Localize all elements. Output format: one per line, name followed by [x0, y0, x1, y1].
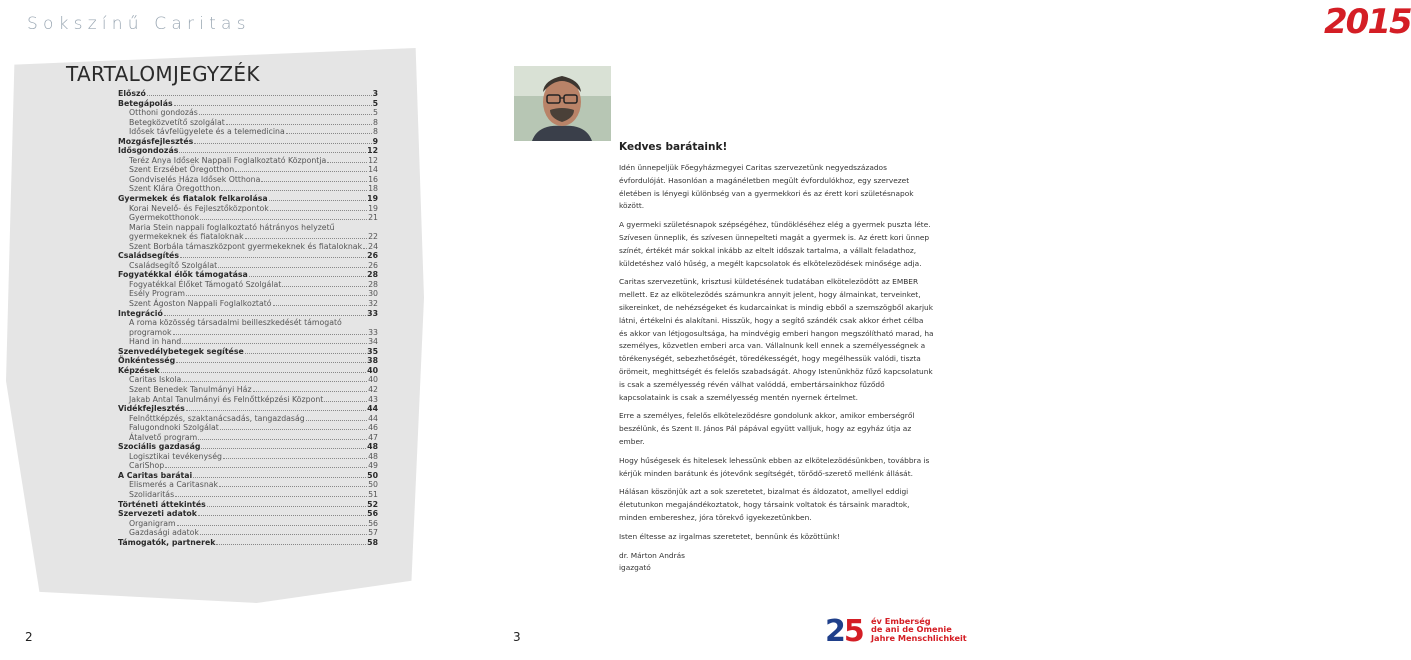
- toc-entry-title: Teréz Anya Idősek Nappali Foglalkoztató Központja: [129, 155, 327, 165]
- toc-entry-title: Jakab Antal Tanulmányi és Felnőttképzési Központ: [129, 394, 324, 404]
- toc-section-entry: [118, 404, 378, 414]
- left-page: [0, 0, 479, 660]
- toc-dot-leader: [179, 152, 366, 153]
- toc-section-entry: [118, 509, 378, 519]
- toc-dot-leader: [186, 410, 366, 411]
- toc-dot-leader: [161, 372, 366, 373]
- toc-entry-title: A Caritas barátai: [118, 470, 193, 480]
- toc-subentry: [118, 490, 378, 500]
- toc-page-number: 30: [368, 289, 378, 299]
- toc-subentry: [118, 242, 378, 252]
- toc-entry-title: Elismerés a Caritasnak: [129, 480, 219, 490]
- toc-entry-title: Betegápolás: [118, 98, 173, 108]
- toc-subentry: [118, 175, 378, 185]
- toc-dot-leader: [182, 343, 367, 344]
- toc-page-number: 28: [368, 279, 378, 289]
- series-title: Sokszínű Caritas: [27, 14, 251, 34]
- anniversary-text-line: de ani de Omenie: [871, 624, 952, 635]
- toc-section-entry: [118, 500, 378, 510]
- toc-page-number: 35: [367, 346, 378, 356]
- toc-section-entry: [118, 366, 378, 376]
- toc-entry-title: Betegközvetítő szolgálat: [129, 117, 225, 127]
- toc-entry-title: Családsegítő Szolgálat: [129, 260, 218, 270]
- toc-page-number: 42: [368, 384, 378, 394]
- letter-paragraph: Erre a személyes, felelős elkötelezödésre gondolunk akkor, amikor emberségről beszélünk, és Szent II. János Pál pápával együtt valljuk, hogy az egyház útja az ember.: [619, 411, 915, 446]
- letter-paragraph: Hálásan köszönjük azt a sok szeretetet, bizalmat és áldozatot, amellyel eddigi életutunkon megajándékoztatok, hogy társaink voltatok és társaink maradtok, minden embereshez, jóra törekvő igyekezetünkben.: [619, 487, 910, 522]
- letter-paragraph: Caritas szervezetünk, krisztusi küldetésének tudatában elkötelezödött az EMBER mellett. Ez az elkötelezödés számunkra annyit jelent, hogy álmainkat, terveinket, sikereinket, de nehézségeket és kudarcainkat is mindig ebből a szemszögből akarjuk látni, értékelni és alakítani. Hisszük, hogy a segítő szándék csak akkor érhet célba és akkor van létjogosultsága, ha mindvégig emberi hangon megszólítható marad, ha személyes, közvetlen emberi arca van. Vállalnunk kell ennek a személyességnek a törékenységét, sebezhetőségét, töredékességét, hogy megélhessük valódi, tiszta örömeit, meghittségét és felelős szabadságát. Ahogy Istenünkhöz fűző kapcsolatunk is csak a személyesség révén válhat valóddá, embertársainkhoz fűződő kapcsolataink is csak a személyesség mentén nyernek értelmet.: [619, 277, 934, 402]
- toc-dot-leader: [269, 200, 367, 201]
- toc-section-entry: [118, 356, 378, 366]
- toc-entry-title: Családsegítés: [118, 251, 179, 261]
- toc-page-number: 52: [367, 499, 378, 509]
- toc-dot-leader: [253, 391, 368, 392]
- table-of-contents: [118, 89, 378, 547]
- toc-page-number: 38: [367, 356, 378, 366]
- toc-entry-title: Szent Borbála támaszközpont gyermekeknek és fiataloknak: [129, 241, 363, 251]
- letter-paragraph: Isten éltesse az irgalmas szeretetet, bennünk és közöttünk!: [619, 531, 840, 541]
- toc-dot-leader: [182, 381, 367, 382]
- anniversary-number: 25: [825, 614, 863, 649]
- toc-entry-title: Caritas Iskola: [129, 375, 182, 385]
- toc-page-number: 40: [368, 375, 378, 385]
- toc-section-entry: [118, 251, 378, 261]
- anniversary-logo: [825, 614, 967, 649]
- toc-dot-leader: [219, 486, 367, 487]
- toc-page-number: 43: [368, 394, 378, 404]
- toc-entry-title: Szent Klára Öregotthon: [129, 184, 221, 194]
- toc-dot-leader: [221, 190, 367, 191]
- toc-entry-title: Integráció: [118, 308, 163, 318]
- toc-entry-title: Falugondnoki Szolgálat: [129, 423, 219, 433]
- toc-dot-leader: [201, 448, 366, 449]
- right-page-number: 3: [513, 630, 521, 644]
- toc-page-number: 46: [368, 423, 378, 433]
- toc-dot-leader: [220, 429, 367, 430]
- toc-entry-title: Szent Erzsébet Öregotthon: [129, 165, 235, 175]
- year-logo: 2015: [1324, 2, 1411, 42]
- toc-entry-title: Esély Program: [129, 289, 185, 299]
- toc-dot-leader: [327, 162, 367, 163]
- toc-subentry: [118, 127, 378, 137]
- letter-body: [619, 162, 934, 575]
- anniversary-text: [871, 617, 967, 642]
- toc-dot-leader: [306, 420, 367, 421]
- toc-dot-leader: [324, 401, 367, 402]
- toc-dot-leader: [363, 248, 367, 249]
- toc-section-entry: [118, 309, 378, 319]
- toc-page-number: 48: [368, 451, 378, 461]
- toc-page-number: 26: [367, 251, 378, 261]
- toc-dot-leader: [235, 171, 367, 172]
- toc-dot-leader: [198, 439, 367, 440]
- toc-subentry: [118, 118, 378, 128]
- toc-subentry: [118, 461, 378, 471]
- toc-subentry: [118, 108, 378, 118]
- toc-subentry: [118, 232, 378, 242]
- letter-paragraph: Hogy hűségesek és hitelesek lehessünk ebben az elkötelezödésünkben, továbbra is kérjük minden barátunk és jótevőnk segítségét, törődő-szerető mellénk állását.: [619, 455, 930, 478]
- toc-page-number: 12: [367, 146, 378, 156]
- signature-name: dr. Márton András: [619, 550, 685, 560]
- toc-dot-leader: [245, 238, 367, 239]
- toc-dot-leader: [261, 181, 367, 182]
- toc-page-number: 33: [368, 327, 378, 337]
- toc-page-number: 18: [368, 184, 378, 194]
- toc-entry-title: Történeti áttekintés: [118, 499, 206, 509]
- toc-subentry: [118, 528, 378, 538]
- toc-dot-leader: [165, 467, 367, 468]
- toc-subentry: [118, 204, 378, 214]
- toc-entry-title: Organigram: [129, 518, 176, 528]
- toc-subentry: [118, 280, 378, 290]
- toc-page-number: 34: [368, 337, 378, 347]
- toc-entry-title: Előszó: [118, 89, 146, 98]
- toc-entry-title: Gyermekotthonok: [129, 213, 199, 223]
- toc-entry-title: Korai Nevelő- és Fejlesztőközpontok: [129, 203, 269, 213]
- toc-dot-leader: [245, 353, 366, 354]
- toc-entry-title: Szenvedélybetegek segítése: [118, 346, 244, 356]
- toc-page-number: 56: [368, 518, 378, 528]
- toc-entry-title: Mozgásfejlesztés: [118, 136, 194, 146]
- toc-page-number: 56: [367, 509, 378, 519]
- toc-entry-title: A roma közösség társadalmi beilleszkedését támogató: [129, 318, 342, 328]
- toc-entry-title: Szociális gazdaság: [118, 442, 201, 452]
- toc-page-number: 48: [367, 442, 378, 452]
- toc-entry-title: Idősek távfelügyelete és a telemedicina: [129, 127, 285, 137]
- toc-subentry: [118, 433, 378, 443]
- toc-page-number: 24: [368, 241, 379, 251]
- toc-page-number: 22: [368, 232, 378, 242]
- toc-page-number: 47: [368, 432, 378, 442]
- toc-section-entry: [118, 471, 378, 481]
- toc-entry-title: Átalvető program: [129, 432, 198, 442]
- toc-dot-leader: [147, 95, 372, 96]
- toc-entry-title: Önkéntesség: [118, 356, 176, 366]
- toc-dot-leader: [207, 506, 366, 507]
- toc-entry-title: Logisztikai tevékenység: [129, 451, 222, 461]
- toc-dot-leader: [193, 477, 366, 478]
- toc-subentry: [118, 289, 378, 299]
- toc-entry-title: Gazdasági adatok: [129, 528, 199, 538]
- toc-entry-title: Idősgondozás: [118, 146, 179, 156]
- toc-page-number: 12: [368, 155, 378, 165]
- toc-subentry: [118, 213, 378, 223]
- toc-dot-leader: [223, 458, 367, 459]
- toc-subentry: [118, 299, 378, 309]
- letter-paragraph: A gyermeki születésnapok szépségéhez, tündökléséhez elég a gyermek puszta léte. Szívesen ünneplik, és szívesen ünnepelteti magát a gyermek is. Az érett kori ünnep színét, értékét már sokkal inkább az eltelt időszak tartalma, a vállalt feladathoz, küldetéshez való hűség, a megélt kapcsolatok és elkötelezödések minősége adja.: [619, 220, 931, 268]
- toc-entry-title: Fogyatékkal Élőket Támogató Szolgálat: [129, 279, 282, 289]
- toc-section-entry: [118, 270, 378, 280]
- toc-section-entry: [118, 538, 378, 548]
- toc-dot-leader: [194, 143, 371, 144]
- toc-dot-leader: [198, 515, 366, 516]
- toc-dot-leader: [216, 544, 366, 545]
- toc-page-number: 51: [368, 489, 378, 499]
- toc-page-number: 9: [372, 136, 378, 146]
- toc-dot-leader: [218, 267, 367, 268]
- toc-subentry: [118, 337, 378, 347]
- toc-section-entry: [118, 347, 378, 357]
- toc-page-number: 5: [373, 108, 378, 118]
- toc-dot-leader: [200, 219, 367, 220]
- signature-title: igazgató: [619, 563, 651, 573]
- toc-dot-leader: [226, 124, 372, 125]
- toc-entry-title: Fogyatékkal élők támogatása: [118, 270, 248, 280]
- toc-subentry: [118, 375, 378, 385]
- toc-page-number: 16: [368, 174, 378, 184]
- toc-subentry: [118, 385, 378, 395]
- toc-dot-leader: [174, 105, 372, 106]
- toc-dot-leader: [282, 286, 367, 287]
- toc-page-number: 19: [367, 194, 378, 204]
- toc-dot-leader: [200, 534, 367, 535]
- anniversary-text-line: Jahre Menschlichkeit: [871, 632, 967, 643]
- toc-entry-title: programok: [129, 327, 172, 337]
- toc-entry-title: Gondviselés Háza Idősek Otthona: [129, 174, 261, 184]
- toc-page-number: 50: [367, 470, 378, 480]
- toc-page-number: 57: [368, 528, 378, 538]
- toc-entry-title: Szervezeti adatok: [118, 509, 197, 519]
- toc-dot-leader: [175, 496, 367, 497]
- toc-entry-title: Szent Benedek Tanulmányi Ház: [129, 384, 252, 394]
- toc-dot-leader: [270, 210, 367, 211]
- toc-section-entry: [118, 194, 378, 204]
- toc-page-number: 33: [367, 308, 378, 318]
- toc-dot-leader: [176, 362, 366, 363]
- toc-dot-leader: [177, 525, 368, 526]
- toc-page-number: 8: [373, 127, 378, 137]
- toc-entry-title: Támogatók, partnerek: [118, 537, 216, 547]
- toc-dot-leader: [286, 133, 372, 134]
- left-page-number: 2: [25, 630, 33, 644]
- toc-section-entry: [118, 89, 378, 99]
- toc-subentry: [118, 395, 378, 405]
- anniversary-text-line: év Emberség: [871, 616, 931, 626]
- toc-subentry: [118, 480, 378, 490]
- toc-entry-title: Maria Stein nappali foglalkoztató hátrányos helyzetű: [129, 222, 335, 232]
- toc-page-number: 44: [367, 404, 378, 414]
- toc-page-number: 28: [367, 270, 378, 280]
- toc-page-number: 44: [368, 413, 378, 423]
- toc-page-number: 32: [368, 299, 378, 309]
- toc-dot-leader: [180, 257, 366, 258]
- toc-section-entry: [118, 146, 378, 156]
- toc-entry-title: Gyermekek és fiatalok felkarolása: [118, 194, 268, 204]
- toc-entry-title: gyermekeknek és fiataloknak: [129, 232, 244, 242]
- toc-subentry: [118, 414, 378, 424]
- toc-subentry: [118, 156, 378, 166]
- toc-subentry: [118, 165, 378, 175]
- toc-page-number: 8: [373, 117, 378, 127]
- toc-subentry: [118, 452, 378, 462]
- toc-page-number: 40: [367, 365, 378, 375]
- toc-entry-title: Szolidaritás: [129, 489, 175, 499]
- toc-entry-title: Képzések: [118, 365, 160, 375]
- letter-paragraph: Idén ünnepeljük Főegyházmegyei Caritas szervezetünk negyedszázados évfordulóját. Hasonlóan a magánéletben megült évfordulókhoz, egy szervezet életében is lényegi különbség van a gyermekkori és az érett kori születésnapok között.: [619, 163, 914, 211]
- toc-page-number: 58: [367, 537, 378, 547]
- toc-subentry: [118, 261, 378, 271]
- toc-page-number: 3: [372, 89, 378, 98]
- right-page: [479, 0, 1411, 660]
- toc-section-entry: [118, 137, 378, 147]
- toc-page-number: 50: [368, 480, 378, 490]
- toc-dot-leader: [199, 114, 372, 115]
- toc-entry-title: CariShop: [129, 461, 165, 471]
- toc-page-number: 14: [368, 165, 378, 175]
- toc-section-entry: [118, 442, 378, 452]
- toc-entry-title: Otthoni gondozás: [129, 108, 198, 118]
- toc-entry-title: Vidékfejlesztés: [118, 404, 185, 414]
- toc-page-number: 21: [368, 213, 378, 223]
- toc-dot-leader: [164, 315, 366, 316]
- toc-section-entry: [118, 99, 378, 109]
- portrait-image: [514, 66, 611, 141]
- toc-page-number: 49: [368, 461, 378, 471]
- toc-subentry: [118, 184, 378, 194]
- toc-dot-leader: [186, 295, 367, 296]
- toc-subentry: [118, 423, 378, 433]
- toc-page-number: 19: [368, 203, 378, 213]
- toc-page-number: 5: [372, 98, 378, 108]
- toc-title: TARTALOMJEGYZÉK: [66, 62, 260, 86]
- toc-dot-leader: [273, 305, 368, 306]
- toc-page-number: 26: [368, 260, 378, 270]
- toc-entry-title: Hand in hand: [129, 337, 182, 347]
- toc-entry-title: Szent Ágoston Nappali Foglalkoztató: [129, 299, 272, 309]
- toc-entry-title: Felnőttképzés, szaktanácsadás, tangazdaság: [129, 413, 305, 423]
- toc-dot-leader: [173, 334, 368, 335]
- toc-subentry: [118, 328, 378, 338]
- portrait-photo: [514, 66, 611, 141]
- toc-dot-leader: [249, 276, 366, 277]
- letter-greeting: Kedves barátaink!: [619, 141, 728, 153]
- toc-subentry: [118, 519, 378, 529]
